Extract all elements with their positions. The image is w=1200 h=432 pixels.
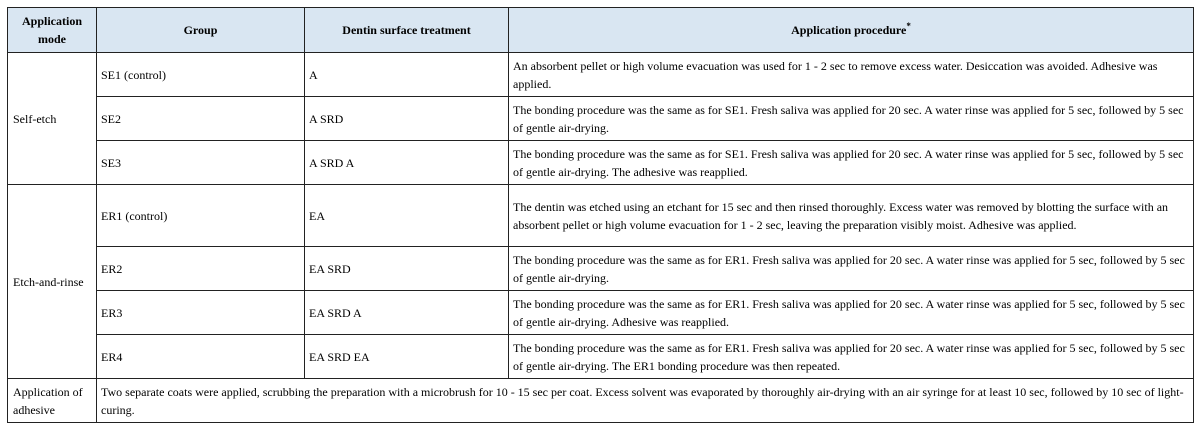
treatment-cell: EA: [305, 185, 509, 247]
group-cell: SE1 (control): [97, 53, 305, 97]
treatment-cell: A: [305, 53, 509, 97]
treatment-cell: EA SRD A: [305, 291, 509, 335]
table-row: [8, 335, 1194, 379]
procedure-cell: An absorbent pellet or high volume evacuation was used for 1 - 2 sec to remove excess water. Desiccation was avoided. Adhesive was applied.: [509, 53, 1194, 97]
header-application-mode: Application mode: [8, 8, 97, 53]
header-application-procedure: [509, 8, 1194, 53]
group-cell: ER3: [97, 291, 305, 335]
mode-cell-self-etch: Self-etch: [8, 53, 97, 185]
table-row: [8, 141, 1194, 185]
application-procedure-table: [7, 7, 1194, 423]
header-dentin-surface-treatment: Dentin surface treatment: [305, 8, 509, 53]
procedure-cell: The dentin was etched using an etchant for 15 sec and then rinsed thoroughly. Excess water was removed by blotting the surface with an absorbent pellet or high volume evacuation for 1 - 2 sec, leaving the preparation visibly moist. Adhesive was applied.: [509, 185, 1194, 247]
application-of-adhesive-label: Application of adhesive: [8, 379, 97, 423]
group-cell: SE3: [97, 141, 305, 185]
table-row: [8, 291, 1194, 335]
procedure-cell: The bonding procedure was the same as for SE1. Fresh saliva was applied for 20 sec. A water rinse was applied for 5 sec, followed by 5 sec of gentle air-drying. The adhesive was reapplied.: [509, 141, 1194, 185]
procedure-cell: The bonding procedure was the same as for SE1. Fresh saliva was applied for 20 sec. A water rinse was applied for 5 sec, followed by 5 sec of gentle air-drying.: [509, 97, 1194, 141]
header-application-procedure-label: Application procedure: [791, 23, 907, 37]
header-group: Group: [97, 8, 305, 53]
procedure-cell: The bonding procedure was the same as for ER1. Fresh saliva was applied for 20 sec. A water rinse was applied for 5 sec, followed by 5 sec of gentle air-drying.: [509, 247, 1194, 291]
table-row: [8, 185, 1194, 247]
group-cell: SE2: [97, 97, 305, 141]
group-cell: ER4: [97, 335, 305, 379]
table-row: [8, 247, 1194, 291]
procedure-cell: The bonding procedure was the same as for ER1. Fresh saliva was applied for 20 sec. A water rinse was applied for 5 sec, followed by 5 sec of gentle air-drying. The ER1 bonding procedure was then repeated.: [509, 335, 1194, 379]
footnote-marker: *: [906, 21, 911, 31]
treatment-cell: EA SRD EA: [305, 335, 509, 379]
table-row: [8, 53, 1194, 97]
table-row-footer: [8, 379, 1194, 423]
group-cell: ER1 (control): [97, 185, 305, 247]
group-cell: ER2: [97, 247, 305, 291]
application-of-adhesive-text: Two separate coats were applied, scrubbing the preparation with a microbrush for 10 - 15 sec per coat. Excess solvent was evaporated by thoroughly air-drying with an air syringe for at least 10 sec, followed by 10 sec of light-curing.: [97, 379, 1194, 423]
procedure-cell: The bonding procedure was the same as for ER1. Fresh saliva was applied for 20 sec. A water rinse was applied for 5 sec, followed by 5 sec of gentle air-drying. Adhesive was reapplied.: [509, 291, 1194, 335]
treatment-cell: A SRD: [305, 97, 509, 141]
mode-cell-etch-and-rinse: Etch-and-rinse: [8, 185, 97, 379]
table-header-row: [8, 8, 1194, 53]
treatment-cell: EA SRD: [305, 247, 509, 291]
table-row: [8, 97, 1194, 141]
treatment-cell: A SRD A: [305, 141, 509, 185]
